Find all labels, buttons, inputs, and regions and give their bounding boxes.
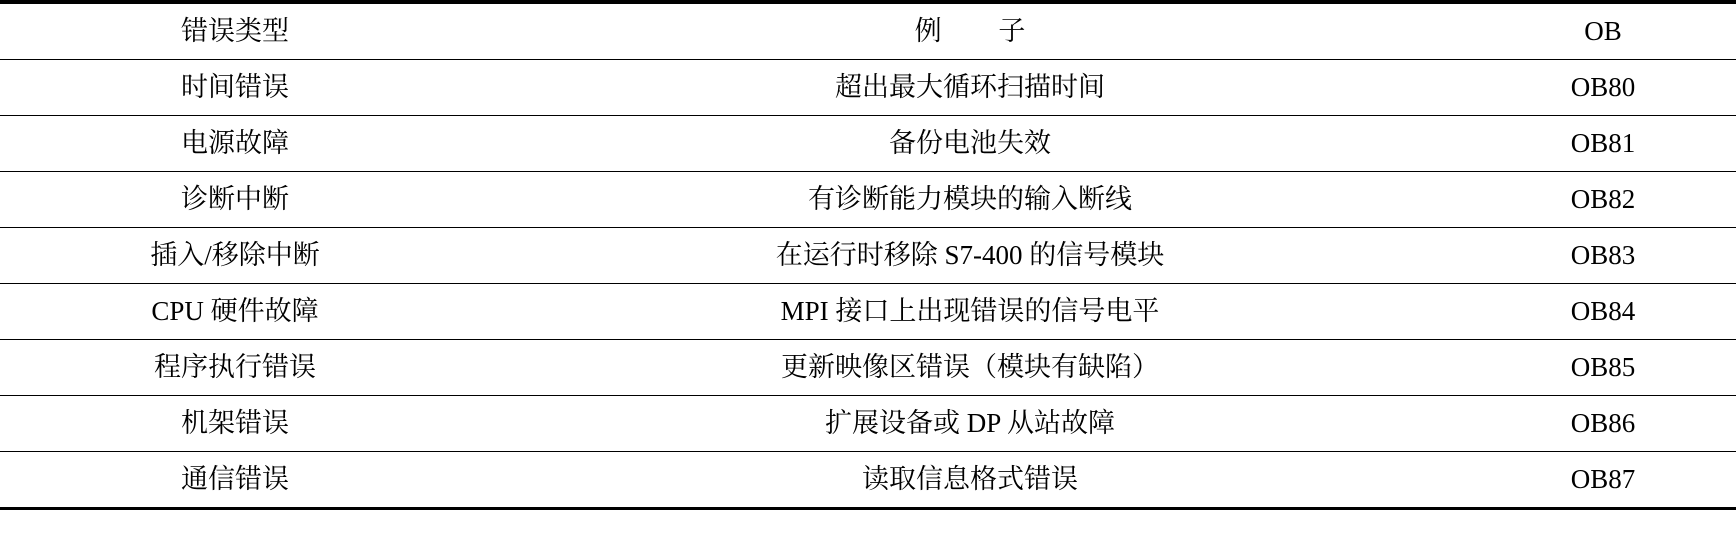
- table-body: [0, 2, 1736, 509]
- cell-ob: OB80: [1470, 60, 1736, 116]
- column-header-example-text: 例 子: [914, 16, 1041, 47]
- cell-example: 扩展设备或 DP 从站故障: [470, 396, 1470, 452]
- table-row: [0, 340, 1736, 396]
- cell-example: MPI 接口上出现错误的信号电平: [470, 284, 1470, 340]
- cell-error-type: CPU 硬件故障: [0, 284, 470, 340]
- cell-error-type: 程序执行错误: [0, 340, 470, 396]
- cell-example: 更新映像区错误（模块有缺陷）: [470, 340, 1470, 396]
- table-row: [0, 116, 1736, 172]
- cell-ob: OB86: [1470, 396, 1736, 452]
- cell-example: 超出最大循环扫描时间: [470, 60, 1470, 116]
- column-header-ob: OB: [1470, 2, 1736, 60]
- cell-ob: OB81: [1470, 116, 1736, 172]
- cell-error-type: 电源故障: [0, 116, 470, 172]
- cell-example: 有诊断能力模块的输入断线: [470, 172, 1470, 228]
- table-row: [0, 60, 1736, 116]
- cell-ob: OB85: [1470, 340, 1736, 396]
- table-row: [0, 228, 1736, 284]
- table-header-row: [0, 2, 1736, 60]
- cell-ob: OB84: [1470, 284, 1736, 340]
- cell-error-type: 时间错误: [0, 60, 470, 116]
- cell-error-type: 插入/移除中断: [0, 228, 470, 284]
- table-row: [0, 284, 1736, 340]
- table-row: [0, 396, 1736, 452]
- table-row: [0, 172, 1736, 228]
- cell-error-type: 通信错误: [0, 452, 470, 509]
- cell-example: 在运行时移除 S7-400 的信号模块: [470, 228, 1470, 284]
- table-row: [0, 452, 1736, 509]
- column-header-example: [470, 2, 1470, 60]
- cell-ob: OB83: [1470, 228, 1736, 284]
- cell-error-type: 诊断中断: [0, 172, 470, 228]
- cell-example: 备份电池失效: [470, 116, 1470, 172]
- cell-error-type: 机架错误: [0, 396, 470, 452]
- cell-ob: OB87: [1470, 452, 1736, 509]
- cell-example: 读取信息格式错误: [470, 452, 1470, 509]
- column-header-error-type: 错误类型: [0, 2, 470, 60]
- cell-ob: OB82: [1470, 172, 1736, 228]
